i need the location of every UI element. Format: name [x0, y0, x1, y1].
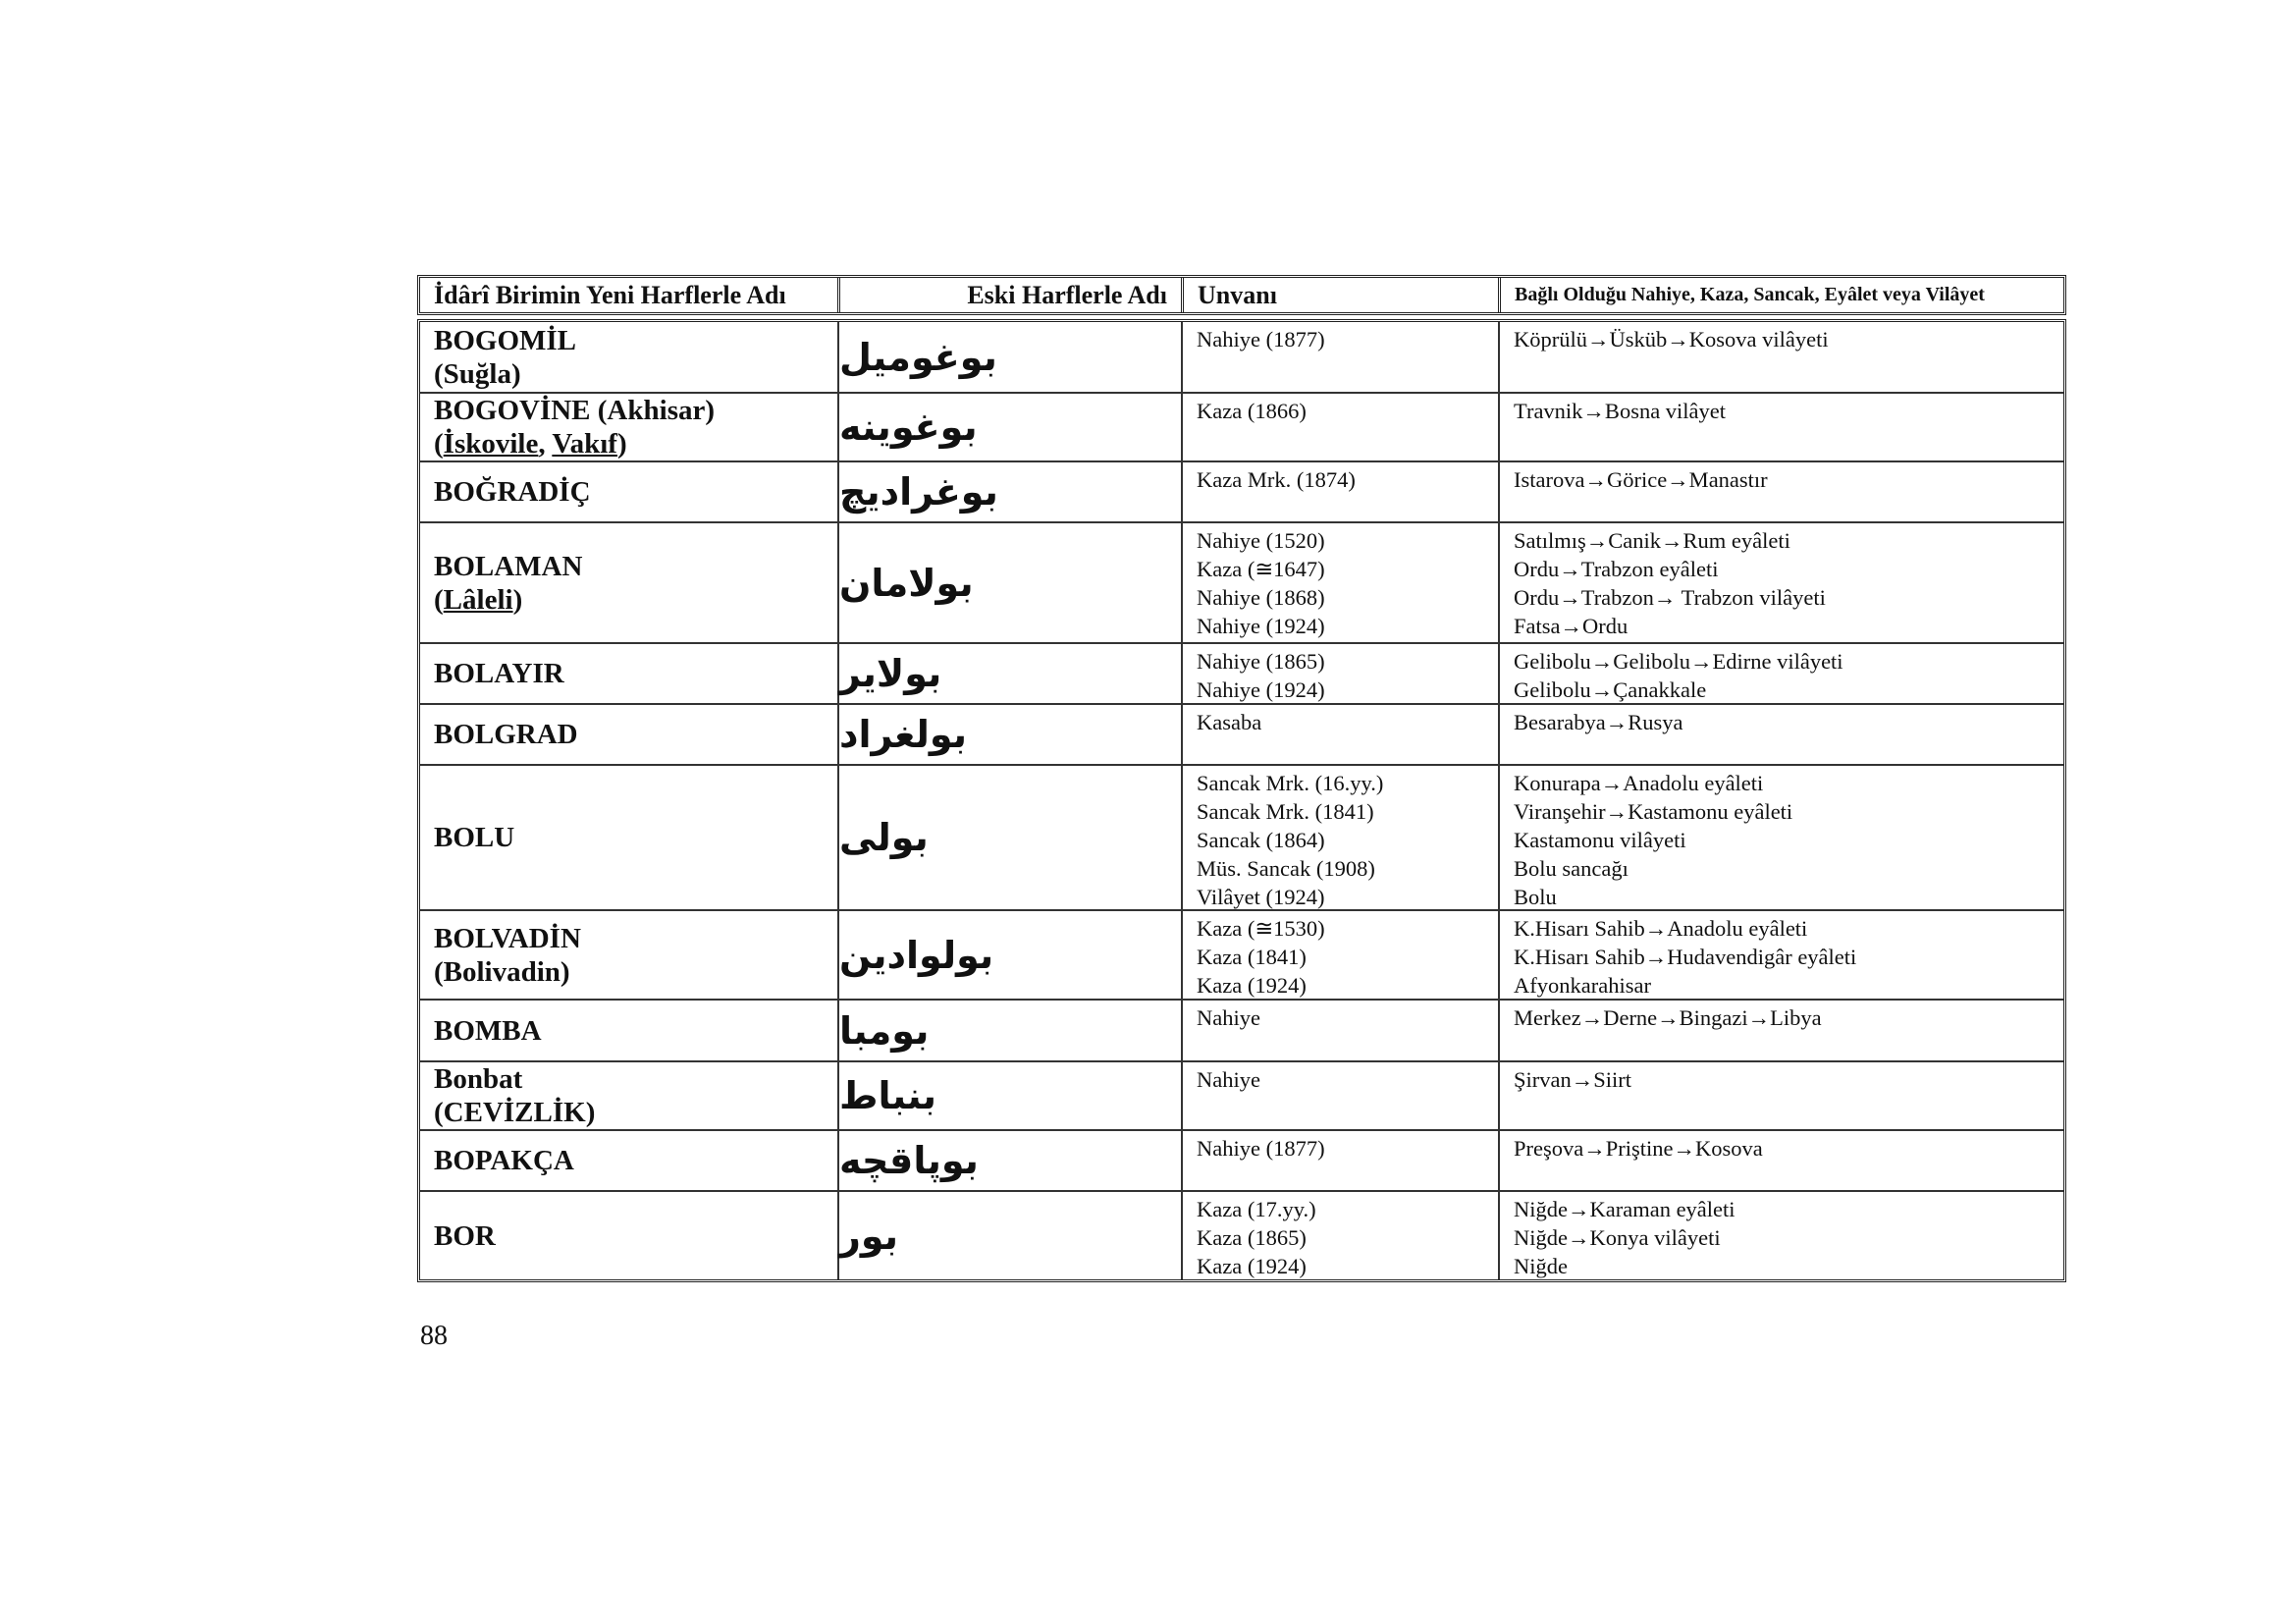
old-script-name: بولاير [837, 644, 1181, 703]
old-script-name: بولوادين [837, 911, 1181, 999]
title-cell [1181, 322, 1498, 392]
unit-name-cell [420, 523, 837, 642]
unit-name: BOLAMAN [434, 550, 583, 582]
title-entry: Vilâyet (1924) [1197, 885, 1325, 909]
title-entry: Kaza Mrk. (1874) [1197, 467, 1356, 492]
page-number: 88 [420, 1321, 448, 1351]
unit-name-cell [420, 705, 837, 764]
unit-name-cell [420, 644, 837, 703]
table-row [420, 322, 2063, 392]
unit-name-cell [420, 1062, 837, 1129]
unit-alt-name: (Suğla) [434, 357, 521, 390]
title-entry: Kaza (≅1647) [1197, 557, 1325, 581]
title-entry: Nahiye (1924) [1197, 677, 1325, 702]
old-script-name: بوغراديچ [837, 462, 1181, 521]
title-entry: Sancak Mrk. (1841) [1197, 799, 1374, 824]
old-script-name: بوغوميل [837, 322, 1181, 392]
affiliation-entry: Şirvan→Siirt [1514, 1067, 1632, 1092]
affiliation-entry: Niğde [1514, 1254, 1568, 1278]
unit-name: BOLU [434, 822, 515, 853]
affiliation-entry: Gelibolu→Çanakkale [1514, 677, 1707, 702]
affiliation-cell [1498, 1192, 2063, 1279]
unit-name-cell [420, 1131, 837, 1190]
title-cell [1181, 1131, 1498, 1190]
old-script-name: بولغراد [837, 705, 1181, 764]
table-row [420, 460, 2063, 521]
affiliation-entry: Bolu [1514, 885, 1557, 909]
title-cell [1181, 523, 1498, 642]
unit-name: BOR [434, 1219, 496, 1252]
affiliation-entry: Gelibolu→Gelibolu→Edirne vilâyeti [1514, 649, 1843, 674]
affiliation-cell [1498, 1001, 2063, 1060]
table-row [420, 1190, 2063, 1279]
old-script-name: بوپاقچه [837, 1131, 1181, 1190]
title-entry: Nahiye [1197, 1005, 1260, 1030]
affiliation-entry: Bolu sancağı [1514, 856, 1629, 881]
title-cell [1181, 1001, 1498, 1060]
title-cell [1181, 394, 1498, 460]
affiliation-entry: Viranşehir→Kastamonu eyâleti [1514, 799, 1793, 824]
unit-name: BOMBA [434, 1014, 542, 1047]
affiliation-cell [1498, 1131, 2063, 1190]
affiliation-entry: K.Hisarı Sahib→Anadolu eyâleti [1514, 916, 1808, 941]
unit-name: BOLGRAD [434, 719, 578, 750]
affiliation-entry: Niğde→Karaman eyâleti [1514, 1197, 1735, 1221]
unit-name-cell [420, 1192, 837, 1279]
affiliation-cell [1498, 462, 2063, 521]
table-row [420, 642, 2063, 703]
affiliation-cell [1498, 644, 2063, 703]
affiliation-entry: Köprülü→Üsküb→Kosova vilâyeti [1514, 327, 1829, 352]
title-cell [1181, 462, 1498, 521]
affiliation-cell [1498, 766, 2063, 909]
unit-name-cell [420, 322, 837, 392]
title-entry: Kasaba [1197, 710, 1262, 734]
unit-alt-name: (Lâleli) [434, 583, 523, 616]
title-entry: Kaza (17.yy.) [1197, 1197, 1316, 1221]
header-old-name: Eski Harflerle Adı [837, 278, 1181, 312]
affiliation-entry: Ordu→Trabzon eyâleti [1514, 557, 1719, 581]
affiliation-entry: Merkez→Derne→Bingazi→Libya [1514, 1005, 1822, 1030]
title-entry: Sancak (1864) [1197, 828, 1325, 852]
affiliation-cell [1498, 322, 2063, 392]
header-new-name: İdârî Birimin Yeni Harflerle Adı [434, 280, 786, 309]
title-entry: Kaza (1865) [1197, 1225, 1307, 1250]
title-entry: Nahiye (1865) [1197, 649, 1325, 674]
affiliation-entry: Kastamonu vilâyeti [1514, 828, 1686, 852]
affiliation-cell [1498, 1062, 2063, 1129]
old-script-name: بور [837, 1192, 1181, 1279]
affiliation-cell [1498, 523, 2063, 642]
table-row [420, 764, 2063, 909]
title-entry: Kaza (1924) [1197, 1254, 1307, 1278]
title-entry: Nahiye (1868) [1197, 585, 1325, 610]
title-entry: Sancak Mrk. (16.yy.) [1197, 771, 1384, 795]
old-script-name: بومبا [837, 1001, 1181, 1060]
unit-alt-name: (CEVİZLİK) [434, 1097, 596, 1128]
title-entry: Nahiye (1924) [1197, 614, 1325, 638]
old-script-name: بولامان [837, 523, 1181, 642]
affiliation-entry: Istarova→Görice→Manastır [1514, 467, 1768, 492]
title-cell [1181, 644, 1498, 703]
title-entry: Kaza (1924) [1197, 973, 1307, 998]
title-entry: Nahiye [1197, 1067, 1260, 1092]
unit-name-cell [420, 911, 837, 999]
unit-name: BOLAYIR [434, 658, 564, 689]
old-script-name: بنباط [837, 1062, 1181, 1129]
affiliation-entry: Niğde→Konya vilâyeti [1514, 1225, 1721, 1250]
affiliation-entry: Besarabya→Rusya [1514, 710, 1683, 734]
old-script-name: بوغوينه [837, 394, 1181, 460]
affiliation-entry: K.Hisarı Sahib→Hudavendigâr eyâleti [1514, 945, 1857, 969]
title-entry: Kaza (≅1530) [1197, 916, 1325, 941]
affiliation-entry: Konurapa→Anadolu eyâleti [1514, 771, 1764, 795]
affiliation-cell [1498, 394, 2063, 460]
old-script-name: بولى [837, 766, 1181, 909]
affiliation-cell [1498, 911, 2063, 999]
unit-name: BOGOVİNE (Akhisar) [434, 395, 716, 426]
table-row [420, 703, 2063, 764]
table-body [417, 319, 2066, 1282]
unit-alt-name: (Bolivadin) [434, 955, 570, 988]
affiliation-entry: Ordu→Trabzon→ Trabzon vilâyeti [1514, 585, 1826, 610]
unit-name: BOPAKÇA [434, 1145, 574, 1176]
table-row [420, 1129, 2063, 1190]
affiliation-entry: Preşova→Priştine→Kosova [1514, 1136, 1763, 1161]
table-header [417, 275, 2066, 315]
unit-alt-name: (İskovile, Vakıf) [434, 428, 627, 460]
affiliation-entry: Fatsa→Ordu [1514, 614, 1629, 638]
table-row [420, 392, 2063, 460]
title-entry: Nahiye (1877) [1197, 1136, 1325, 1161]
unit-name-cell [420, 1001, 837, 1060]
title-cell [1181, 766, 1498, 909]
table-row [420, 999, 2063, 1060]
header-affiliation: Bağlı Olduğu Nahiye, Kaza, Sancak, Eyâlet veya Vilâyet [1498, 278, 2063, 312]
unit-name: BOLVADİN [434, 922, 581, 954]
table-row [420, 909, 2063, 999]
unit-name: BOGOMİL [434, 324, 577, 356]
title-cell [1181, 911, 1498, 999]
table-row [420, 521, 2063, 642]
title-cell [1181, 1062, 1498, 1129]
title-cell [1181, 1192, 1498, 1279]
unit-name-cell [420, 462, 837, 521]
table-row [420, 1060, 2063, 1129]
affiliation-entry: Travnik→Bosna vilâyet [1514, 399, 1727, 423]
title-cell [1181, 705, 1498, 764]
affiliation-entry: Satılmış→Canik→Rum eyâleti [1514, 528, 1790, 553]
title-entry: Nahiye (1520) [1197, 528, 1325, 553]
unit-name-cell [420, 394, 837, 460]
title-entry: Nahiye (1877) [1197, 327, 1325, 352]
title-entry: Kaza (1866) [1197, 399, 1307, 423]
unit-name: BOĞRADİÇ [434, 476, 591, 508]
title-entry: Müs. Sancak (1908) [1197, 856, 1375, 881]
header-title: Unvanı [1181, 278, 1498, 312]
unit-name: Bonbat [434, 1063, 523, 1095]
affiliation-cell [1498, 705, 2063, 764]
gazetteer-table [417, 275, 2066, 1282]
unit-name-cell [420, 766, 837, 909]
affiliation-entry: Afyonkarahisar [1514, 973, 1651, 998]
title-entry: Kaza (1841) [1197, 945, 1307, 969]
